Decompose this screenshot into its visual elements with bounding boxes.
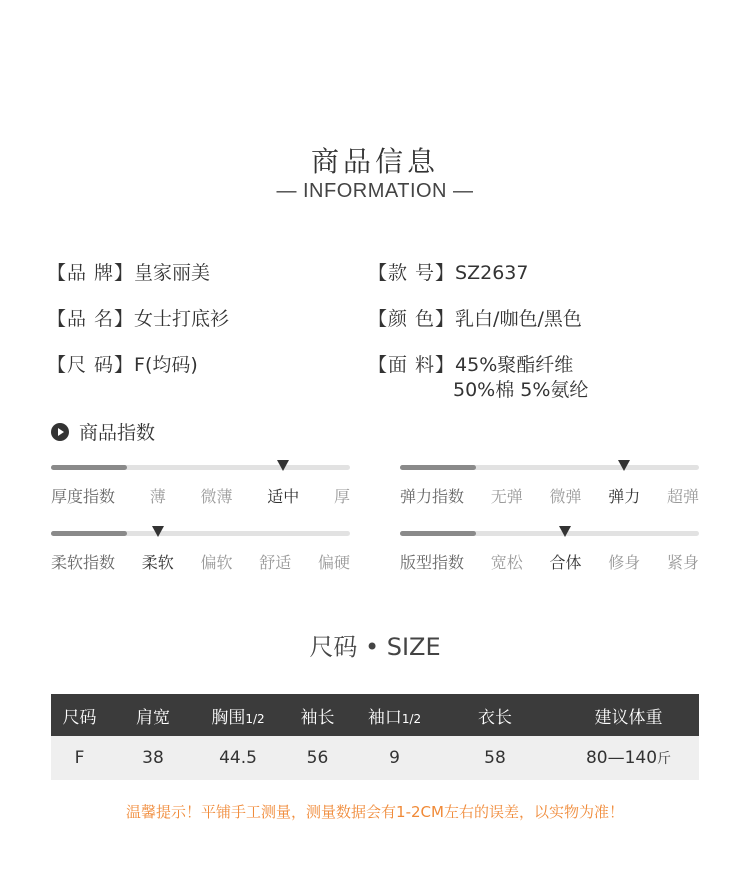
info-size — [47, 350, 198, 377]
scale-labels — [400, 550, 699, 573]
info-value: 女士打底衫 — [134, 308, 230, 330]
info-color — [368, 304, 582, 331]
size-cell: 9 — [357, 736, 432, 780]
scale-marker — [559, 526, 571, 537]
scale-name: 弹力指数 — [400, 487, 465, 506]
size-title: 尺码 • SIZE — [309, 633, 441, 661]
index-header — [51, 418, 155, 445]
scale-track-fill — [400, 465, 476, 470]
scale-name: 版型指数 — [400, 553, 465, 572]
index-title: 商品指数 — [79, 422, 156, 444]
scale-option: 宽松 — [490, 553, 523, 572]
info-label: 【品 名】 — [47, 308, 135, 330]
size-header-cell: 袖口1/2 — [357, 694, 432, 736]
info-material — [368, 350, 573, 377]
scale-option: 微薄 — [200, 487, 233, 506]
scale-marker — [277, 460, 289, 471]
size-header-cell: 衣长 — [432, 694, 558, 736]
size-header-cell: 胸围1/2 — [198, 694, 278, 736]
scale-labels — [400, 484, 699, 507]
size-cell: 38 — [108, 736, 198, 780]
info-label: 【款 号】 — [368, 262, 456, 284]
size-header-cell: 袖长 — [278, 694, 357, 736]
scale-marker — [618, 460, 630, 471]
scale-option: 超弹 — [666, 487, 699, 506]
info-label: 【品 牌】 — [47, 262, 135, 284]
info-label: 【面 料】 — [368, 354, 456, 376]
scale-track — [51, 531, 350, 536]
size-header-cell: 尺码 — [51, 694, 108, 736]
info-value: SZ2637 — [455, 262, 529, 284]
scale-option: 无弹 — [490, 487, 523, 506]
info-brand — [47, 258, 210, 285]
scale-option: 偏软 — [200, 553, 233, 572]
scale-labels — [51, 550, 350, 573]
size-cell: F — [51, 736, 108, 780]
info-value: 皇家丽美 — [134, 262, 211, 284]
scale-option: 柔软 — [141, 553, 174, 572]
info-value: F(均码) — [134, 354, 198, 376]
scale-track — [400, 465, 699, 470]
scale-name: 柔软指数 — [51, 553, 116, 572]
info-label: 【颜 色】 — [368, 308, 456, 330]
scale-track-fill — [400, 531, 476, 536]
size-cell: 44.5 — [198, 736, 278, 780]
table-row — [51, 736, 699, 780]
scale-option: 修身 — [608, 553, 641, 572]
section-title: 商品信息 — [310, 145, 439, 178]
scale-option: 厚 — [333, 487, 350, 506]
scale-option: 薄 — [149, 487, 166, 506]
scale-option: 舒适 — [259, 553, 292, 572]
size-table — [51, 694, 699, 780]
info-value: 乳白/咖色/黑色 — [455, 308, 582, 330]
scale-option: 适中 — [267, 487, 300, 506]
size-cell: 58 — [432, 736, 558, 780]
scale-track — [400, 531, 699, 536]
info-material-line2: 50%棉 5%氨纶 — [453, 379, 589, 401]
size-header-cell: 建议体重 — [558, 694, 699, 736]
scale-track — [51, 465, 350, 470]
size-header-cell: 肩宽 — [108, 694, 198, 736]
info-label: 【尺 码】 — [47, 354, 135, 376]
warm-tip: 温馨提示！平铺手工测量，测量数据会有1-2CM左右的误差，以实物为准！ — [126, 803, 624, 821]
scale-labels — [51, 484, 350, 507]
scale-track-fill — [51, 531, 127, 536]
scale-option: 合体 — [549, 553, 582, 572]
scale-track-fill — [51, 465, 127, 470]
scale-option: 偏硬 — [317, 553, 350, 572]
play-circle-icon — [51, 423, 69, 441]
size-table-header — [51, 694, 699, 736]
size-cell: 56 — [278, 736, 357, 780]
info-value: 45%聚酯纤维 — [455, 354, 574, 376]
scale-marker — [152, 526, 164, 537]
scale-option: 弹力 — [608, 487, 641, 506]
section-subtitle: — INFORMATION — — [276, 180, 474, 202]
scale-option: 紧身 — [666, 553, 699, 572]
info-product-name — [47, 304, 229, 331]
info-style-no — [368, 258, 528, 285]
scale-option: 微弹 — [549, 487, 582, 506]
scale-name: 厚度指数 — [51, 487, 116, 506]
size-cell: 80—140斤 — [558, 736, 699, 780]
